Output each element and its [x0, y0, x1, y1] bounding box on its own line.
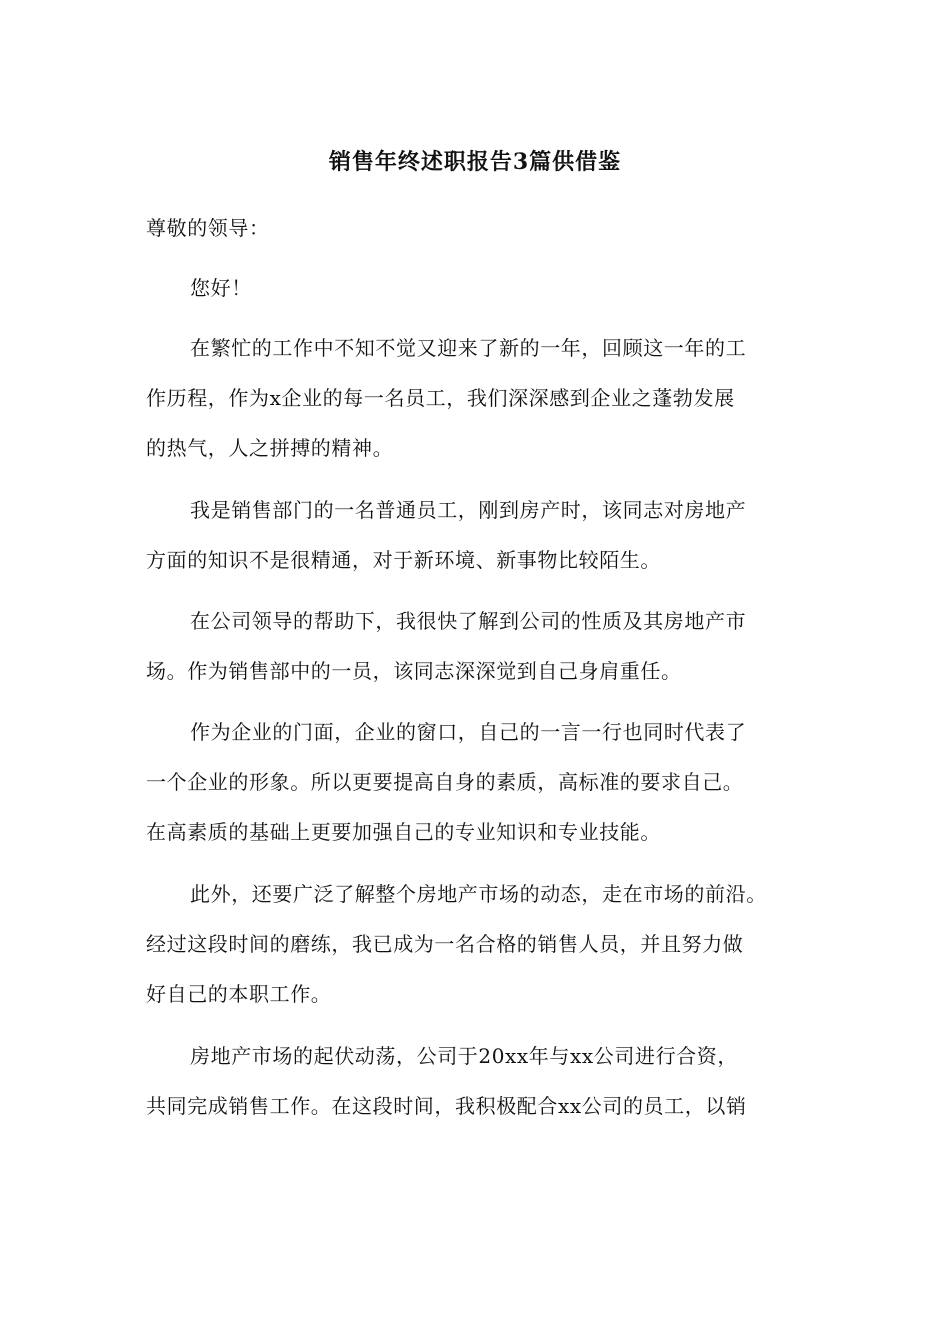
paragraph-4-line-3: 在高素质的基础上更要加强自己的专业知识和专业技能。: [146, 820, 661, 844]
paragraph-5-line-2: 经过这段时间的磨练，我已成为一名合格的销售人员，并且努力做: [146, 932, 744, 956]
greeting: 您好！: [190, 276, 252, 300]
paragraph-6-line-2: 共同完成销售工作。在这段时间，我积极配合xx公司的员工，以销: [146, 1094, 747, 1118]
paragraph-6-line-1: 房地产市场的起伏动荡，公司于20xx年与xx公司进行合资，: [190, 1044, 738, 1068]
paragraph-5-line-3: 好自己的本职工作。: [146, 982, 332, 1006]
paragraph-3-line-2: 场。作为销售部中的一员，该同志深深觉到自己身肩重任。: [146, 659, 682, 683]
document-title: 销售年终述职报告3篇供借鉴: [328, 149, 622, 175]
paragraph-2-line-1: 我是销售部门的一名普通员工，刚到房产时，该同志对房地产: [190, 498, 747, 522]
paragraph-1-line-1: 在繁忙的工作中不知不觉又迎来了新的一年，回顾这一年的工: [190, 336, 747, 360]
salutation: 尊敬的领导：: [146, 216, 270, 240]
paragraph-1-line-3: 的热气，人之拼搏的精神。: [146, 436, 394, 460]
paragraph-4-line-2: 一个企业的形象。所以更要提高自身的素质，高标准的要求自己。: [146, 770, 744, 794]
paragraph-5-line-1: 此外，还要广泛了解整个房地产市场的动态，走在市场的前沿。: [190, 882, 767, 906]
paragraph-2-line-2: 方面的知识不是很精通，对于新环境、新事物比较陌生。: [146, 548, 661, 572]
paragraph-1-line-2: 作历程，作为x企业的每一名员工，我们深深感到企业之蓬勃发展: [146, 386, 735, 410]
paragraph-3-line-1: 在公司领导的帮助下，我很快了解到公司的性质及其房地产市: [190, 609, 747, 633]
paragraph-4-line-1: 作为企业的门面，企业的窗口，自己的一言一行也同时代表了: [190, 720, 747, 744]
